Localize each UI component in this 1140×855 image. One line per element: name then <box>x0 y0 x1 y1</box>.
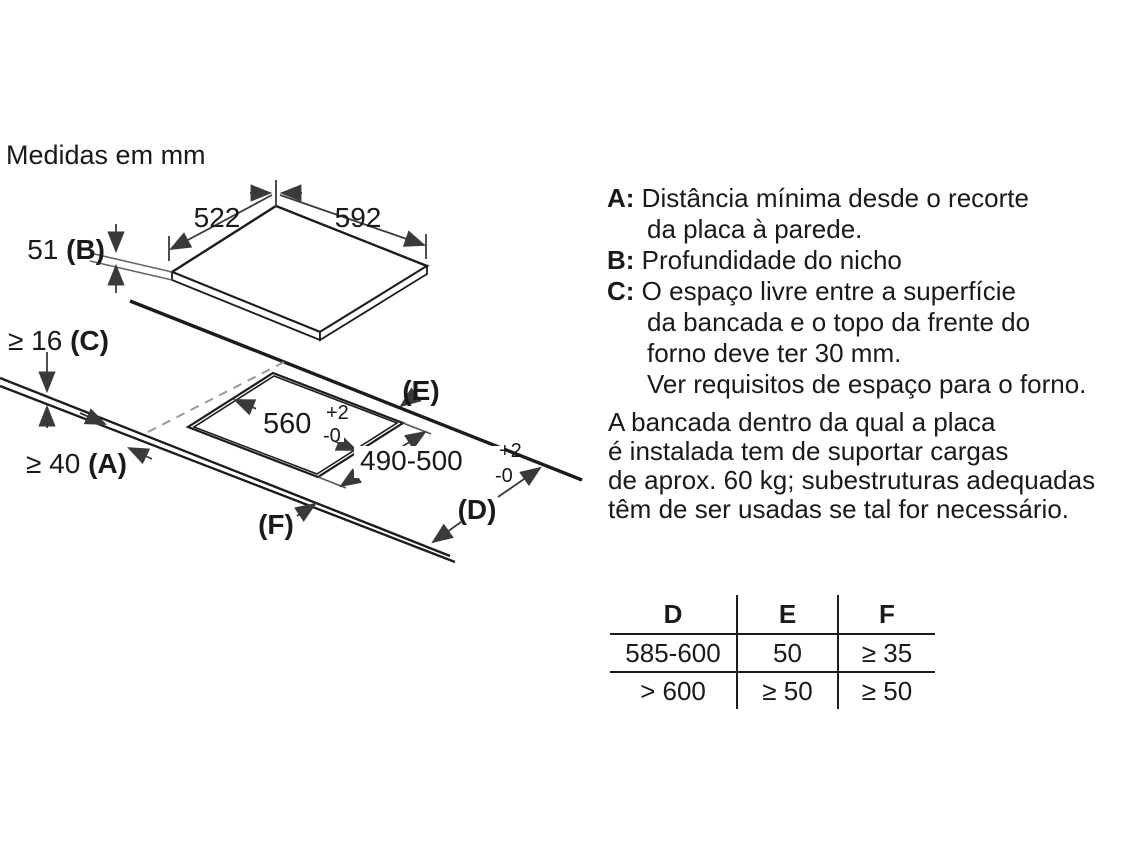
dim-a-label <box>26 448 127 479</box>
dim-a-value: ≥ 40 <box>26 448 89 479</box>
ref-d-arrow-down <box>433 522 461 542</box>
legend-item-a <box>607 183 1086 214</box>
note-line: A bancada dentro da qual a placa <box>608 407 996 437</box>
dim-a-arrow-2 <box>129 448 152 459</box>
legend-item-a-cont <box>607 214 1086 245</box>
legend-text: da placa à parede. <box>647 214 863 244</box>
cell-e2: ≥ 50 <box>737 672 838 709</box>
legend-text: Profundidade do nicho <box>641 245 902 275</box>
load-note <box>608 408 1095 524</box>
cell-d1: 585-600 <box>610 634 737 672</box>
cell-e1: 50 <box>737 634 838 672</box>
col-header-f: F <box>838 595 935 634</box>
legend-text: Ver requisitos de espaço para o forno. <box>647 369 1087 399</box>
legend-text: da bancada e o topo da frente do <box>647 307 1031 337</box>
cell-d2: > 600 <box>640 675 706 706</box>
cutout-depth-tol-plus: +2 <box>499 440 522 462</box>
cell-f1: ≥ 35 <box>838 634 935 672</box>
legend-key-a: A: <box>607 183 635 213</box>
note-line: de aprox. 60 kg; subestruturas adequadas <box>608 465 1096 495</box>
table-row <box>610 634 935 672</box>
dim-a-ref: (A) <box>88 448 127 479</box>
spec-table-header-row <box>610 595 935 634</box>
legend-item-c-cont <box>607 338 1086 369</box>
cell-f2: ≥ 50 <box>861 675 913 706</box>
legend-item-c-cont <box>607 307 1086 338</box>
cutout-width-value: 560 <box>263 408 312 440</box>
note-line: têm de ser usadas se tal for necessário. <box>608 494 1070 524</box>
legend-text: Distância mínima desde o recorte <box>641 183 1029 213</box>
legend-item-c-cont <box>607 369 1086 400</box>
ref-d-label: (D) <box>457 494 497 525</box>
ref-f-arrow <box>297 504 315 516</box>
dim-c-label <box>8 325 109 356</box>
legend-key-b: B: <box>607 245 635 275</box>
units-title: Medidas em mm <box>6 140 206 170</box>
cutout-width-tol-plus: +2 <box>326 402 349 424</box>
extension-line <box>403 423 431 434</box>
legend-key-c: C: <box>607 276 635 306</box>
note-line: é instalada tem de suportar cargas <box>608 436 1009 466</box>
dim-c-ref: (C) <box>70 325 109 356</box>
col-header-d: D <box>610 595 737 634</box>
spec-table <box>610 595 935 709</box>
dim-b-value: 51 <box>27 234 67 265</box>
ref-f-label: (F) <box>258 509 294 540</box>
dim-b-label <box>27 234 105 265</box>
legend-text: forno deve ter 30 mm. <box>647 338 902 368</box>
legend <box>607 183 1086 400</box>
legend-text: O espaço livre entre a superfície <box>641 276 1016 306</box>
cutout-depth-tol-minus: -0 <box>495 465 513 487</box>
dim-depth-label: 522 <box>193 202 241 233</box>
legend-item-c <box>607 276 1086 307</box>
col-header-e: E <box>737 595 838 634</box>
dim-b-ref: (B) <box>66 234 105 265</box>
cutout-width-tol-minus: -0 <box>323 425 341 447</box>
dim-c-value: ≥ 16 <box>8 325 71 356</box>
legend-item-b <box>607 245 1086 276</box>
hob-installation-diagram <box>0 0 620 620</box>
table-row <box>610 672 935 709</box>
dim-width-label: 592 <box>334 202 382 233</box>
ref-e-label: (E) <box>402 375 440 406</box>
cutout-depth-value: 490-500 <box>360 445 463 476</box>
